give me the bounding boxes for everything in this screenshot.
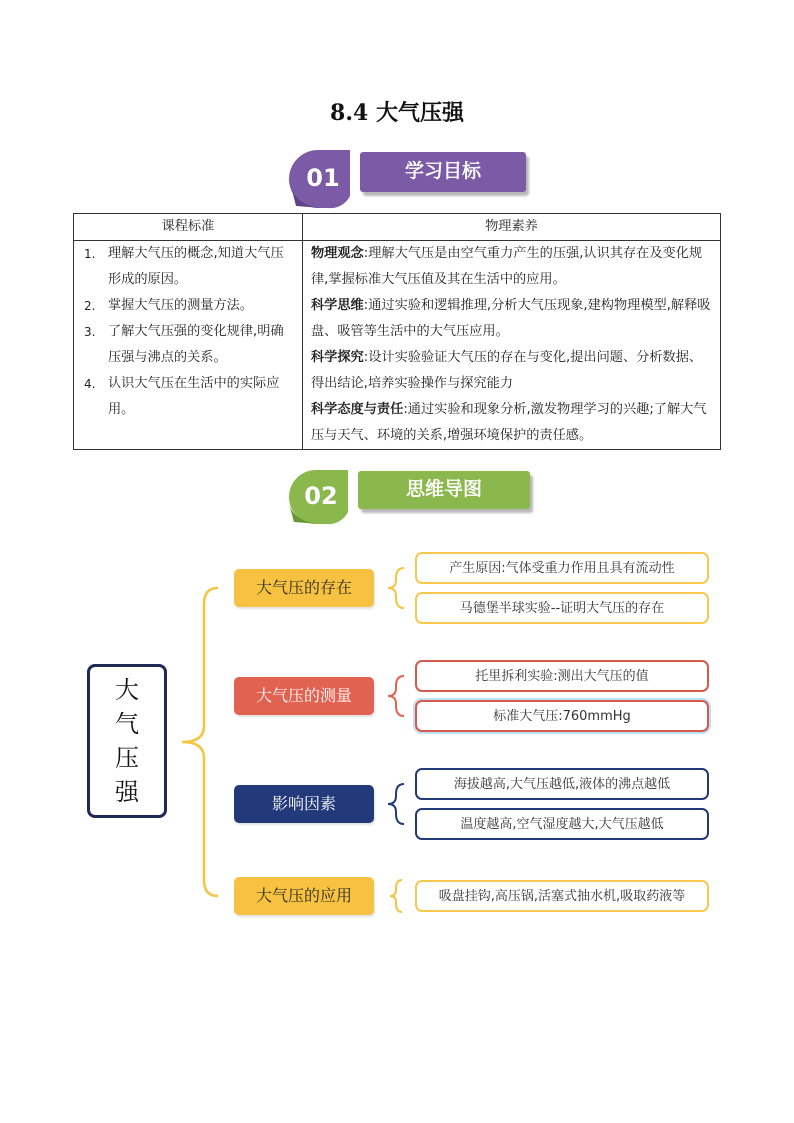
leaf-cause: 产生原因:气体受重力作用且具有流动性 <box>415 552 709 584</box>
section-label: 思维导图 <box>358 471 530 509</box>
branch-applications: 大气压的应用 <box>234 877 374 915</box>
leaf-altitude: 海拔越高,大气压越低,液体的沸点越低 <box>415 768 709 800</box>
root-label: 大气压强 <box>115 676 139 806</box>
mindmap-root <box>87 664 167 818</box>
list-item: 4. 认识大气压在生活中的实际应用。 <box>84 376 280 417</box>
literacy-item: 科学思维:通过实验和逻辑推理,分析大气压现象,建构物理模型,解释吸盘、吸管等生活中的大气压应用。 <box>311 298 711 339</box>
branch-measurement: 大气压的测量 <box>234 677 374 715</box>
literacy-item: 科学态度与责任:通过实验和现象分析,激发物理学习的兴趣;了解大气压与天气、环境的关系,增强环境保护的责任感。 <box>311 402 707 443</box>
leaf-standard-pressure: 标准大气压:760mmHg <box>415 700 709 732</box>
page-title: 8.4 大气压强 <box>330 100 464 126</box>
leaf-applications: 吸盘挂钩,高压锅,活塞式抽水机,吸取药液等 <box>415 880 709 912</box>
section-number: 01 <box>306 164 340 192</box>
list-item: 2. 掌握大气压的测量方法。 <box>84 298 254 313</box>
header-standards: 课程标准 <box>74 214 303 241</box>
leaf-magdeburg: 马德堡半球实验--证明大气压的存在 <box>415 592 709 624</box>
branch-existence: 大气压的存在 <box>234 569 374 607</box>
list-item: 1. 理解大气压的概念,知道大气压形成的原因。 <box>84 246 284 287</box>
leaf-temperature: 温度越高,空气湿度越大,大气压越低 <box>415 808 709 840</box>
section-label: 学习目标 <box>360 152 526 192</box>
leaf-torricelli: 托里拆利实验:测出大气压的值 <box>415 660 709 692</box>
section-number: 02 <box>304 482 338 510</box>
branch-factors: 影响因素 <box>234 785 374 823</box>
header-literacy: 物理素养 <box>303 214 721 241</box>
literacy-item: 物理观念:理解大气压是由空气重力产生的压强,认识其存在及变化规律,掌握标准大气压值及其在生活中的应用。 <box>311 246 703 287</box>
list-item: 3. 了解大气压强的变化规律,明确压强与沸点的关系。 <box>84 324 284 365</box>
literacy-item: 科学探究:设计实验验证大气压的存在与变化,提出问题、分析数据、得出结论,培养实验操作与探究能力 <box>311 350 703 391</box>
